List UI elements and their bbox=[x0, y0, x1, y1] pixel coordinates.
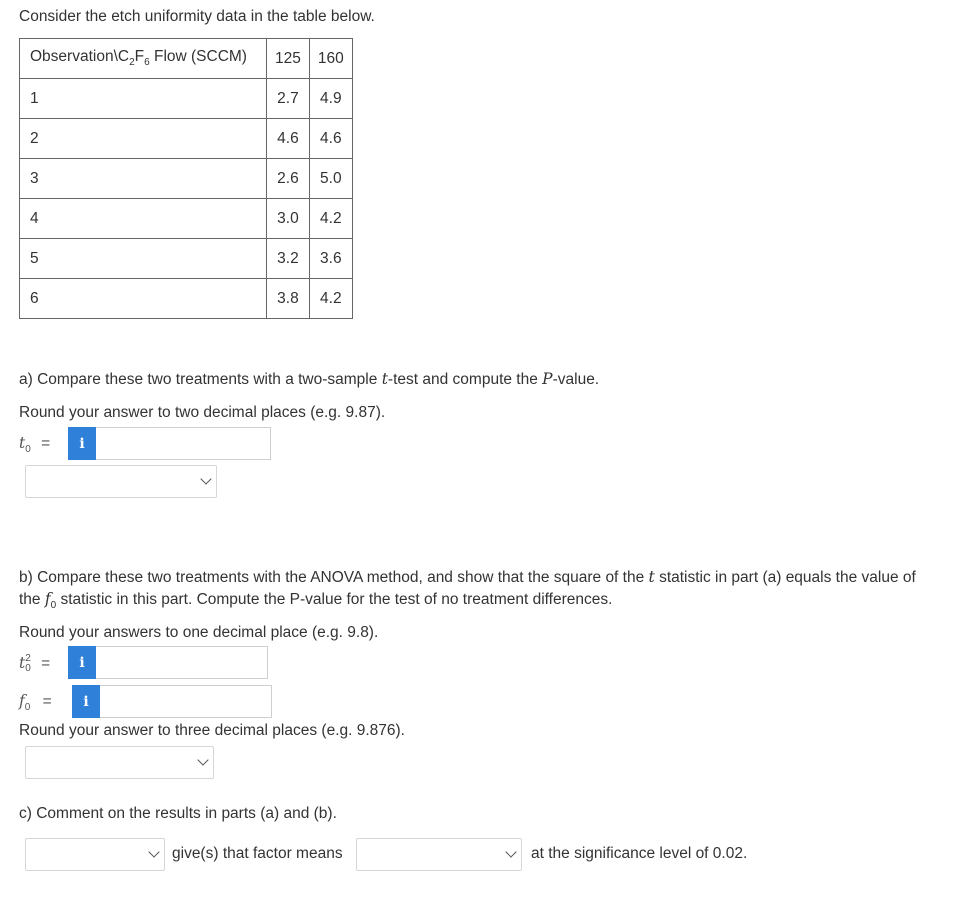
value-125-cell: 3.8 bbox=[267, 279, 310, 319]
etch-data-table bbox=[19, 38, 353, 319]
t0-squared-label: t 2 0 = bbox=[19, 653, 51, 674]
value-125-cell: 3.2 bbox=[267, 239, 310, 279]
chevron-down-icon bbox=[505, 846, 516, 857]
t0-squared-input[interactable] bbox=[96, 646, 268, 679]
obs-cell: 5 bbox=[20, 239, 267, 279]
part-b-question-line2: the $f_0$ statistic in this part. Compute the P-value for the test of no treatment differences. bbox=[19, 590, 613, 612]
value-160-cell: 4.9 bbox=[309, 79, 352, 119]
part-c-comparison-select[interactable] bbox=[356, 838, 522, 871]
chevron-down-icon bbox=[200, 473, 211, 484]
part-c-end-text: at the significance level of 0.02. bbox=[531, 845, 748, 862]
part-b-round-instruction-2: Round your answer to three decimal places (e.g. 9.876). bbox=[19, 722, 405, 739]
part-c-conclusion-select[interactable] bbox=[25, 838, 165, 871]
intro-text: Consider the etch uniformity data in the table below. bbox=[19, 8, 375, 25]
observation-header: $Observation\backslash C_2F_6$ Flow (SCCM) bbox=[20, 39, 267, 79]
value-160-cell: 4.2 bbox=[309, 279, 352, 319]
value-160-cell: 4.2 bbox=[309, 199, 352, 239]
obs-cell: 6 bbox=[20, 279, 267, 319]
t0-info-icon[interactable]: i bbox=[68, 427, 96, 460]
chevron-down-icon bbox=[197, 754, 208, 765]
flow-160-header: 160 bbox=[309, 39, 352, 79]
value-160-cell: 5.0 bbox=[309, 159, 352, 199]
value-160-cell: 4.6 bbox=[309, 119, 352, 159]
table-row bbox=[20, 199, 353, 239]
value-160-cell: 3.6 bbox=[309, 239, 352, 279]
table-row bbox=[20, 79, 353, 119]
t0-squared-info-icon[interactable]: i bbox=[68, 646, 96, 679]
value-125-cell: 2.7 bbox=[267, 79, 310, 119]
table-row bbox=[20, 119, 353, 159]
value-125-cell: 3.0 bbox=[267, 199, 310, 239]
part-a-question: a) Compare these two treatments with a two-sample t-test and compute the P-value. bbox=[19, 370, 600, 388]
table-header-row bbox=[20, 39, 353, 79]
f0-input[interactable] bbox=[100, 685, 272, 718]
obs-cell: 2 bbox=[20, 119, 267, 159]
f0-info-icon[interactable]: i bbox=[72, 685, 100, 718]
part-a-pvalue-select[interactable] bbox=[25, 465, 217, 498]
f0-label: $f_0$ = bbox=[19, 692, 52, 714]
flow-125-header: 125 bbox=[267, 39, 310, 79]
chevron-down-icon bbox=[148, 846, 159, 857]
part-b-question-line1: b) Compare these two treatments with the ANOVA method, and show that the square of the t statistic in part (a) equals the value of bbox=[19, 568, 916, 586]
part-b-round-instruction: Round your answers to one decimal place (e.g. 9.8). bbox=[19, 624, 379, 641]
part-c-question: c) Comment on the results in parts (a) and (b). bbox=[19, 805, 337, 822]
table-row bbox=[20, 239, 353, 279]
obs-cell: 3 bbox=[20, 159, 267, 199]
obs-cell: 4 bbox=[20, 199, 267, 239]
table-row bbox=[20, 279, 353, 319]
table-row bbox=[20, 159, 353, 199]
part-a-round-instruction: Round your answer to two decimal places (e.g. 9.87). bbox=[19, 404, 386, 421]
obs-cell: 1 bbox=[20, 79, 267, 119]
t0-input[interactable] bbox=[96, 427, 271, 460]
part-b-pvalue-select[interactable] bbox=[25, 746, 214, 779]
value-125-cell: 2.6 bbox=[267, 159, 310, 199]
value-125-cell: 4.6 bbox=[267, 119, 310, 159]
t0-label: $t_0$ = bbox=[19, 434, 51, 456]
part-c-mid-text: give(s) that factor means bbox=[172, 845, 343, 862]
